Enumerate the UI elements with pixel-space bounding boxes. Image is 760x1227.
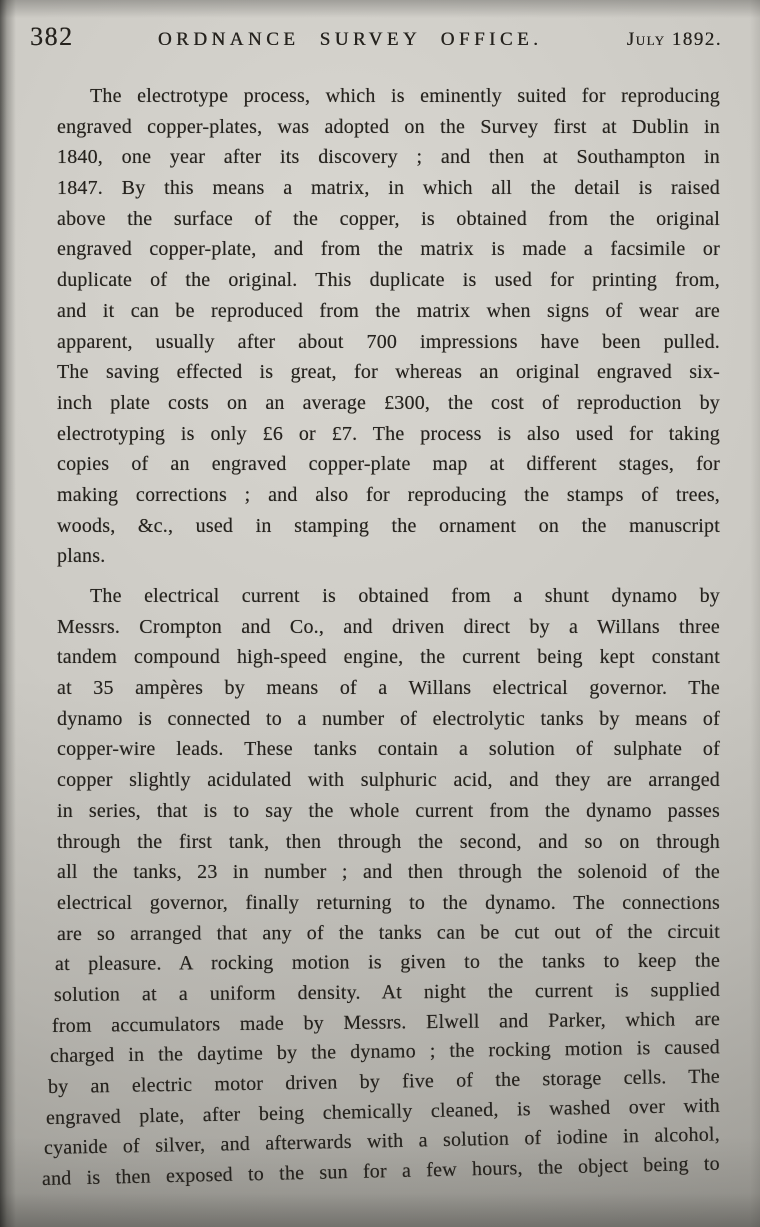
text-line: plans. (57, 545, 106, 568)
text-line: making corrections ; and also for reproducing the stamps of trees, (57, 483, 720, 506)
text-line: through the first tank, then through the second, and so on through (57, 830, 720, 853)
text-line: electrotyping is only £6 or £7. The process is also used for taking (57, 422, 720, 445)
paragraph (41, 581, 721, 1195)
text-line: electrical governor, finally returning to the dynamo. The connections (57, 891, 720, 914)
text-line: above the surface of the copper, is obtained from the original (57, 207, 720, 230)
text-line: at 35 ampères by means of a Willans electrical governor. The (57, 677, 720, 700)
text-line: The electrical current is obtained from a shunt dynamo by (90, 585, 720, 607)
text-line: are so arranged that any of the tanks can be cut out of the circuit (56, 920, 721, 945)
text-line: The saving effected is great, for whereas an original engraved six- (57, 361, 720, 384)
text-line: from accumulators made by Messrs. Elwell and Parker, which are (51, 1007, 721, 1037)
page-body (0, 55, 760, 1195)
text-line: The electrotype process, which is eminently suited for reproducing (90, 85, 720, 107)
text-line: copper-wire leads. These tanks contain a solution of sulphate of (57, 738, 720, 761)
text-line: woods, &c., used in stamping the ornament on the manuscript (57, 514, 720, 537)
text-line: inch plate costs on an average £300, the cost of reproduction by (57, 391, 720, 414)
text-line: Messrs. Crompton and Co., and driven direct by a Willans three (57, 615, 720, 638)
text-line: tandem compound high-speed engine, the current being kept constant (57, 646, 720, 669)
text-line: all the tanks, 23 in number ; and then through the solenoid of the (57, 861, 720, 884)
page-header (0, 0, 760, 55)
text-line: engraved copper-plate, and from the matrix is made a facsimile or (57, 238, 720, 261)
running-title: ORDNANCE SURVEY OFFICE. (157, 29, 543, 50)
text-line: and it can be reproduced from the matrix when signs of wear are (57, 299, 720, 322)
text-line: 1847. By this means a matrix, in which all the detail is raised (57, 177, 720, 200)
paragraph (57, 81, 720, 572)
text-line: solution at a uniform density. At night the current is supplied (53, 978, 721, 1006)
text-line: engraved plate, after being chemically cleaned, is washed over with (45, 1094, 721, 1129)
text-line: charged in the daytime by the dynamo ; the rocking motion is caused (49, 1036, 721, 1068)
text-line: and is then exposed to the sun for a few hours, the object being to (41, 1152, 721, 1191)
text-line: at pleasure. A rocking motion is given to the tanks to keep the (54, 949, 721, 976)
text-line: by an electric motor driven by five of the storage cells. The (47, 1065, 721, 1098)
text-line: dynamo is connected to a number of electrolytic tanks by means of (57, 707, 720, 730)
text-line: 1840, one year after its discovery ; and then at Southampton in (57, 146, 720, 169)
text-line: apparent, usually after about 700 impressions have been pulled. (57, 330, 720, 353)
text-line: copper slightly acidulated with sulphuric acid, and they are arranged (57, 769, 720, 792)
text-line: in series, that is to say the whole current from the dynamo passes (57, 799, 720, 822)
text-line: engraved copper-plates, was adopted on the Survey first at Dublin in (57, 115, 720, 138)
header-date: July 1892. (626, 29, 722, 50)
text-line: copies of an engraved copper-plate map at different stages, for (57, 453, 720, 476)
page-number: 382 (30, 22, 74, 51)
text-line: duplicate of the original. This duplicate is used for printing from, (57, 269, 720, 292)
text-line: cyanide of silver, and afterwards with a solution of iodine in alcohol, (43, 1123, 721, 1160)
